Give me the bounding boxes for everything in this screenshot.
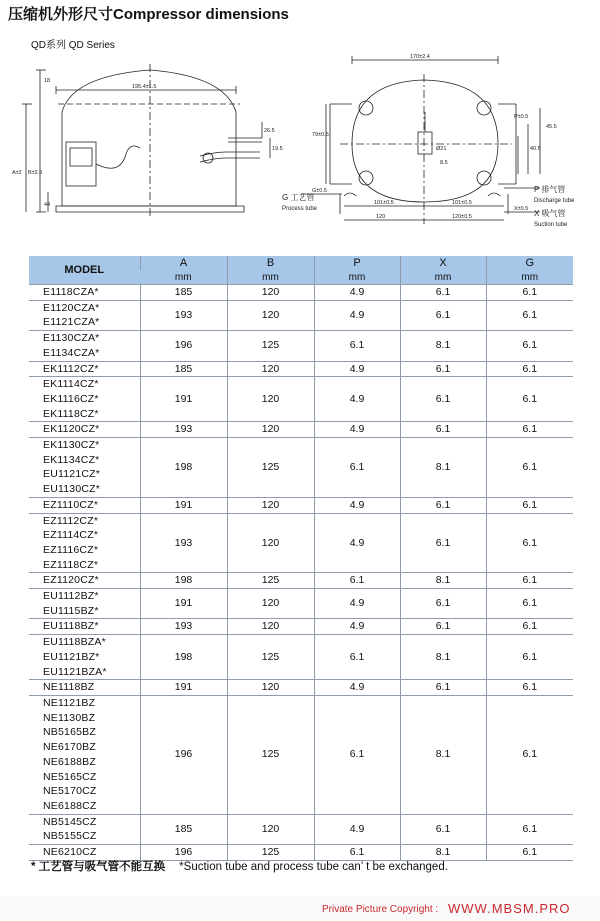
b-value: 120 [227,285,314,301]
table-body [29,285,573,861]
g-value: 6.1 [486,845,573,861]
unit-a: mm [140,270,227,285]
model-cell: EK1120CZ* [29,422,140,438]
model-cell: NE1121BZ [29,695,140,710]
p-value: 6.1 [314,331,400,361]
g-value: 6.1 [486,300,573,330]
a-value: 191 [140,589,227,619]
b-value: 125 [227,331,314,361]
a-value: 185 [140,285,227,301]
model-cell: EK1134CZ* [43,453,100,466]
b-value: 120 [227,619,314,635]
b-value: 120 [227,422,314,438]
p-value: 4.9 [314,285,400,301]
x-value: 6.1 [400,513,486,573]
x-value: 8.1 [400,573,486,589]
table-row [29,285,573,301]
a-value: 193 [140,422,227,438]
page-title: 压缩机外形尺寸Compressor dimensions [8,6,289,23]
model-cell: EU1115BZ* [43,604,99,617]
b-value: 125 [227,635,314,680]
a-value: 198 [140,635,227,680]
x-value: 6.1 [400,361,486,377]
g-value: 6.1 [486,422,573,438]
b-value: 120 [227,814,314,844]
a-value: 196 [140,845,227,861]
a-value: 196 [140,331,227,361]
model-cell: NB5165BZ [43,726,96,739]
b-value: 120 [227,680,314,696]
g-value: 6.1 [486,619,573,635]
p-value: 6.1 [314,635,400,680]
model-cell: E1134CZA* [43,346,100,359]
dim-p: P±0.5 [514,114,529,120]
header-x: X [400,256,486,270]
table-row [29,573,573,589]
p-value: 4.9 [314,680,400,696]
model-cell: EU1112BZ* [29,589,140,604]
table-row [29,814,573,829]
model-cell: E1121CZA* [43,316,100,329]
g-value: 6.1 [486,361,573,377]
model-cell: NE1130BZ [43,711,96,724]
model-cell: NB5155CZ [43,830,97,843]
a-value: 185 [140,361,227,377]
model-cell: NE5165CZ [43,770,97,783]
dim-h-left: 79±0.5 [312,132,329,138]
p-value: 4.9 [314,377,400,422]
g-value: 6.1 [486,331,573,361]
a-value: 191 [140,497,227,513]
a-value: 185 [140,814,227,844]
dim-bottom-right: 120±0.5 [452,214,472,220]
table-row [29,331,573,346]
table-row [29,361,573,377]
x-value: 6.1 [400,377,486,422]
footer-copyright: Private Picture Copyright : [322,904,439,915]
discharge-tube-en: Discharge tube [534,198,575,204]
x-value: 8.1 [400,331,486,361]
model-cell: EZ1112CZ* [29,513,140,528]
x-value: 6.1 [400,589,486,619]
dim-half-left: 101±0.5 [374,200,394,206]
g-value: 6.1 [486,497,573,513]
dim-g: G±0.5 [312,188,327,194]
model-cell: E1130CZA* [29,331,140,346]
header-g: G [486,256,573,270]
p-value: 4.9 [314,422,400,438]
note-cn: * 工艺管与吸气管不能互换 [31,861,166,873]
suction-tube-en: Suction tube [534,222,568,228]
a-value: 193 [140,300,227,330]
p-value: 4.9 [314,497,400,513]
model-cell: EU1121CZ* [43,468,101,481]
model-cell: EZ1120CZ* [29,573,140,589]
x-value: 8.1 [400,635,486,680]
dim-top-width: 170±2.4 [410,54,430,60]
g-value: 6.1 [486,513,573,573]
b-value: 125 [227,438,314,498]
table-row [29,589,573,604]
a-value: 193 [140,619,227,635]
model-cell: EZ1116CZ* [43,543,99,556]
model-cell: NE6210CZ [29,845,140,861]
header-p: P [314,256,400,270]
header-b: B [227,256,314,270]
note-en: *Suction tube and process tube can’ t be exchanged. [179,861,448,873]
a-value: 193 [140,513,227,573]
process-tube-en: Process tube [282,206,318,212]
dim-right-h1: 19.5 [272,146,283,152]
p-value: 6.1 [314,845,400,861]
model-cell: EK1114CZ* [29,377,140,392]
g-value: 6.1 [486,377,573,422]
unit-g: mm [486,270,573,285]
dim-width-label: 195.4±1.5 [132,84,157,90]
table-row [29,422,573,438]
a-value: 198 [140,438,227,498]
b-value: 120 [227,300,314,330]
table-row [29,513,573,528]
b-value: 120 [227,589,314,619]
a-value: 198 [140,573,227,589]
unit-p: mm [314,270,400,285]
suction-tube-cn: X 吸气管 [534,209,566,218]
p-value: 4.9 [314,513,400,573]
dim-h-right2: 40.5 [530,146,541,152]
model-cell: NE1118BZ [29,680,140,696]
table-row [29,680,573,696]
model-cell: NE6170BZ [43,741,96,754]
a-value: 196 [140,695,227,814]
x-value: 6.1 [400,619,486,635]
model-cell: EU1118BZ* [29,619,140,635]
model-cell: NB5145CZ [29,814,140,829]
dimensions-table [29,256,573,861]
x-value: 6.1 [400,285,486,301]
unit-b: mm [227,270,314,285]
table-row [29,497,573,513]
model-cell: EZ1114CZ* [43,529,99,542]
dim-h-right: 45.5 [546,124,557,130]
model-cell: EU1121BZ* [43,650,100,663]
x-value: 6.1 [400,300,486,330]
g-value: 6.1 [486,695,573,814]
x-value: 6.1 [400,814,486,844]
discharge-tube-cn: P 排气管 [534,185,566,194]
x-value: 8.1 [400,845,486,861]
model-cell: EK1112CZ* [29,361,140,377]
p-value: 4.9 [314,300,400,330]
model-cell: EK1118CZ* [43,407,99,420]
b-value: 120 [227,497,314,513]
b-value: 125 [227,695,314,814]
model-cell: NE6188CZ [43,799,97,812]
a-value: 191 [140,680,227,696]
p-value: 6.1 [314,438,400,498]
model-cell: EK1116CZ* [43,392,99,405]
series-label: QD系列 QD Series [31,40,115,51]
b-value: 120 [227,361,314,377]
g-value: 6.1 [486,438,573,498]
model-cell: EU1121BZA* [43,665,107,678]
model-cell: NE6188BZ [43,755,96,768]
x-value: 8.1 [400,438,486,498]
compressor-drawing [0,24,600,250]
b-value: 120 [227,377,314,422]
x-value: 8.1 [400,695,486,814]
table-row [29,300,573,315]
dim-top-label: 18 [44,78,51,84]
p-value: 4.9 [314,361,400,377]
p-value: 4.9 [314,814,400,844]
p-value: 4.9 [314,589,400,619]
table-row [29,695,573,710]
g-value: 6.1 [486,814,573,844]
dim-dia: Ø21 [436,146,447,152]
unit-x: mm [400,270,486,285]
g-value: 6.1 [486,680,573,696]
model-cell: EK1130CZ* [29,438,140,453]
table-row [29,438,573,453]
x-value: 6.1 [400,422,486,438]
dim-x: X±0.5 [514,206,529,212]
process-tube-cn: G 工艺管 [282,193,315,202]
g-value: 6.1 [486,285,573,301]
a-value: 191 [140,377,227,422]
model-cell: NE5170CZ [43,785,97,798]
p-value: 4.9 [314,619,400,635]
footer [0,896,600,921]
model-cell: E1120CZA* [29,300,140,315]
model-cell: EU1130CZ* [43,483,101,496]
dim-bottom-left: 120 [376,214,386,220]
table-row [29,635,573,650]
header-a: A [140,256,227,270]
p-value: 6.1 [314,695,400,814]
dim-left-h1: B±2.5 [28,170,43,176]
b-value: 125 [227,845,314,861]
table-row [29,619,573,635]
x-value: 6.1 [400,497,486,513]
model-cell: EZ1118CZ* [43,558,99,571]
dim-right-h2: 26.5 [264,128,275,134]
dim-left-h2: A±2 [12,170,22,176]
dim-half-right: 101±0.5 [452,200,472,206]
g-value: 6.1 [486,589,573,619]
x-value: 6.1 [400,680,486,696]
p-value: 6.1 [314,573,400,589]
table-row [29,377,573,392]
g-value: 6.1 [486,573,573,589]
b-value: 125 [227,573,314,589]
dim-left-h3: 44 [44,202,51,208]
g-value: 6.1 [486,635,573,680]
b-value: 120 [227,513,314,573]
exchange-note [31,858,448,874]
footer-site: WWW.MBSM.PRO [448,901,571,916]
model-cell: E1118CZA* [29,285,140,301]
model-cell: EZ1110CZ* [29,497,140,513]
header-model: MODEL [29,256,140,285]
dim-bottom-mid: 8.5 [440,160,448,166]
model-cell: EU1118BZA* [29,635,140,650]
